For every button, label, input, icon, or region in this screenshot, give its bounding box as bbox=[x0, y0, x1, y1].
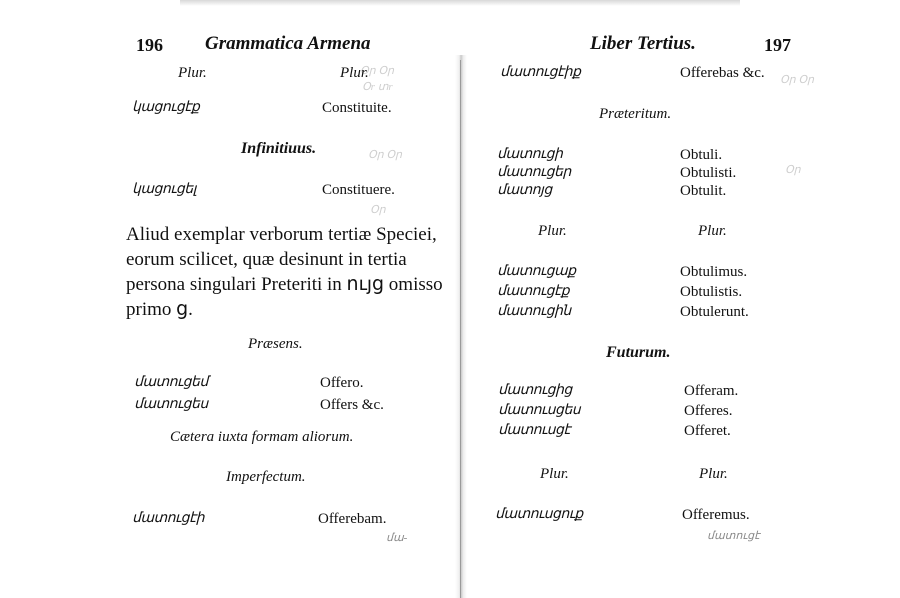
armenian-form: մատուցէի bbox=[132, 511, 205, 526]
latin-gloss: Offero. bbox=[320, 375, 364, 391]
catchword-left: մա- bbox=[386, 532, 408, 544]
plural-label: Plur. bbox=[538, 223, 567, 239]
section-heading-preterite: Præteritum. bbox=[599, 106, 672, 122]
armenian-form: մատուսցուք bbox=[495, 507, 583, 522]
armenian-form: մատոյց bbox=[497, 183, 552, 198]
latin-gloss: Obtulistis. bbox=[680, 284, 743, 300]
show-through-mark: Օր Օր bbox=[368, 149, 403, 161]
book-gutter bbox=[455, 55, 467, 598]
armenian-form: մատուսցէ bbox=[498, 423, 571, 438]
armenian-form: մատուցէիք bbox=[500, 65, 581, 80]
latin-gloss: Offeremus. bbox=[682, 507, 750, 523]
latin-gloss: Obtulimus. bbox=[680, 264, 748, 280]
latin-gloss: Obtulerunt. bbox=[680, 304, 749, 320]
latin-gloss: Offeret. bbox=[684, 423, 731, 439]
armenian-form: կացուցէք bbox=[132, 100, 200, 115]
armenian-form: մատուցի bbox=[497, 147, 563, 162]
armenian-form: մատուցեմ bbox=[134, 375, 208, 390]
catchword-right: մատուցէ bbox=[707, 530, 760, 542]
latin-gloss: Constituere. bbox=[322, 182, 395, 198]
armenian-form: կացուցել bbox=[132, 182, 196, 197]
section-heading-imperfect: Imperfectum. bbox=[226, 469, 306, 485]
latin-gloss: Offerebas &c. bbox=[680, 65, 765, 81]
plural-label: Plur. bbox=[340, 65, 369, 81]
section-heading-present: Præsens. bbox=[248, 336, 303, 352]
section-heading-future: Futurum. bbox=[606, 344, 671, 361]
running-head-left: Grammatica Armena bbox=[205, 33, 371, 54]
cetera-note: Cætera iuxta formam aliorum. bbox=[170, 429, 354, 445]
latin-gloss: Offers &c. bbox=[320, 397, 384, 413]
page-number-right: 197 bbox=[764, 35, 791, 55]
show-through-mark: Օր Օր bbox=[360, 65, 395, 77]
page-number-left: 196 bbox=[136, 35, 163, 55]
latin-gloss: Offeram. bbox=[684, 383, 739, 399]
armenian-form: մատուցեր bbox=[497, 165, 571, 180]
show-through-mark: Օր bbox=[785, 164, 801, 176]
plural-label: Plur. bbox=[699, 466, 728, 482]
latin-gloss: Offeres. bbox=[684, 403, 733, 419]
page-top-shadow bbox=[180, 0, 740, 6]
latin-gloss: Offerebam. bbox=[318, 511, 387, 527]
latin-gloss: Obtulit. bbox=[680, 183, 727, 199]
armenian-form: մատուցէք bbox=[497, 284, 570, 299]
show-through-mark: Օր bbox=[370, 204, 386, 216]
show-through-mark: Օr տr bbox=[362, 81, 393, 93]
latin-gloss: Constituite. bbox=[322, 100, 392, 116]
gutter-line bbox=[460, 60, 461, 598]
armenian-form: մատուցին bbox=[497, 304, 571, 319]
section-heading-infinitive: Infinitiuus. bbox=[241, 140, 317, 157]
paragraph-aliud-exemplar: Aliud exemplar verborum tertiæ Speciei, eorum scilicet, quæ desinunt in tertia persona singulari Preteriti in ույց omisso primo ց. bbox=[126, 224, 443, 320]
plural-label: Plur. bbox=[178, 65, 207, 81]
running-head-right: Liber Tertius. bbox=[590, 33, 696, 54]
armenian-form: մատուցից bbox=[498, 383, 572, 398]
latin-gloss: Obtuli. bbox=[680, 147, 723, 163]
armenian-form: մատուցես bbox=[134, 397, 208, 412]
plural-label: Plur. bbox=[698, 223, 727, 239]
plural-label: Plur. bbox=[540, 466, 569, 482]
latin-gloss: Obtulisti. bbox=[680, 165, 737, 181]
show-through-mark: Օր Օր bbox=[780, 74, 815, 86]
armenian-form: մատուսցես bbox=[498, 403, 581, 418]
armenian-form: մատուցաք bbox=[497, 264, 576, 279]
